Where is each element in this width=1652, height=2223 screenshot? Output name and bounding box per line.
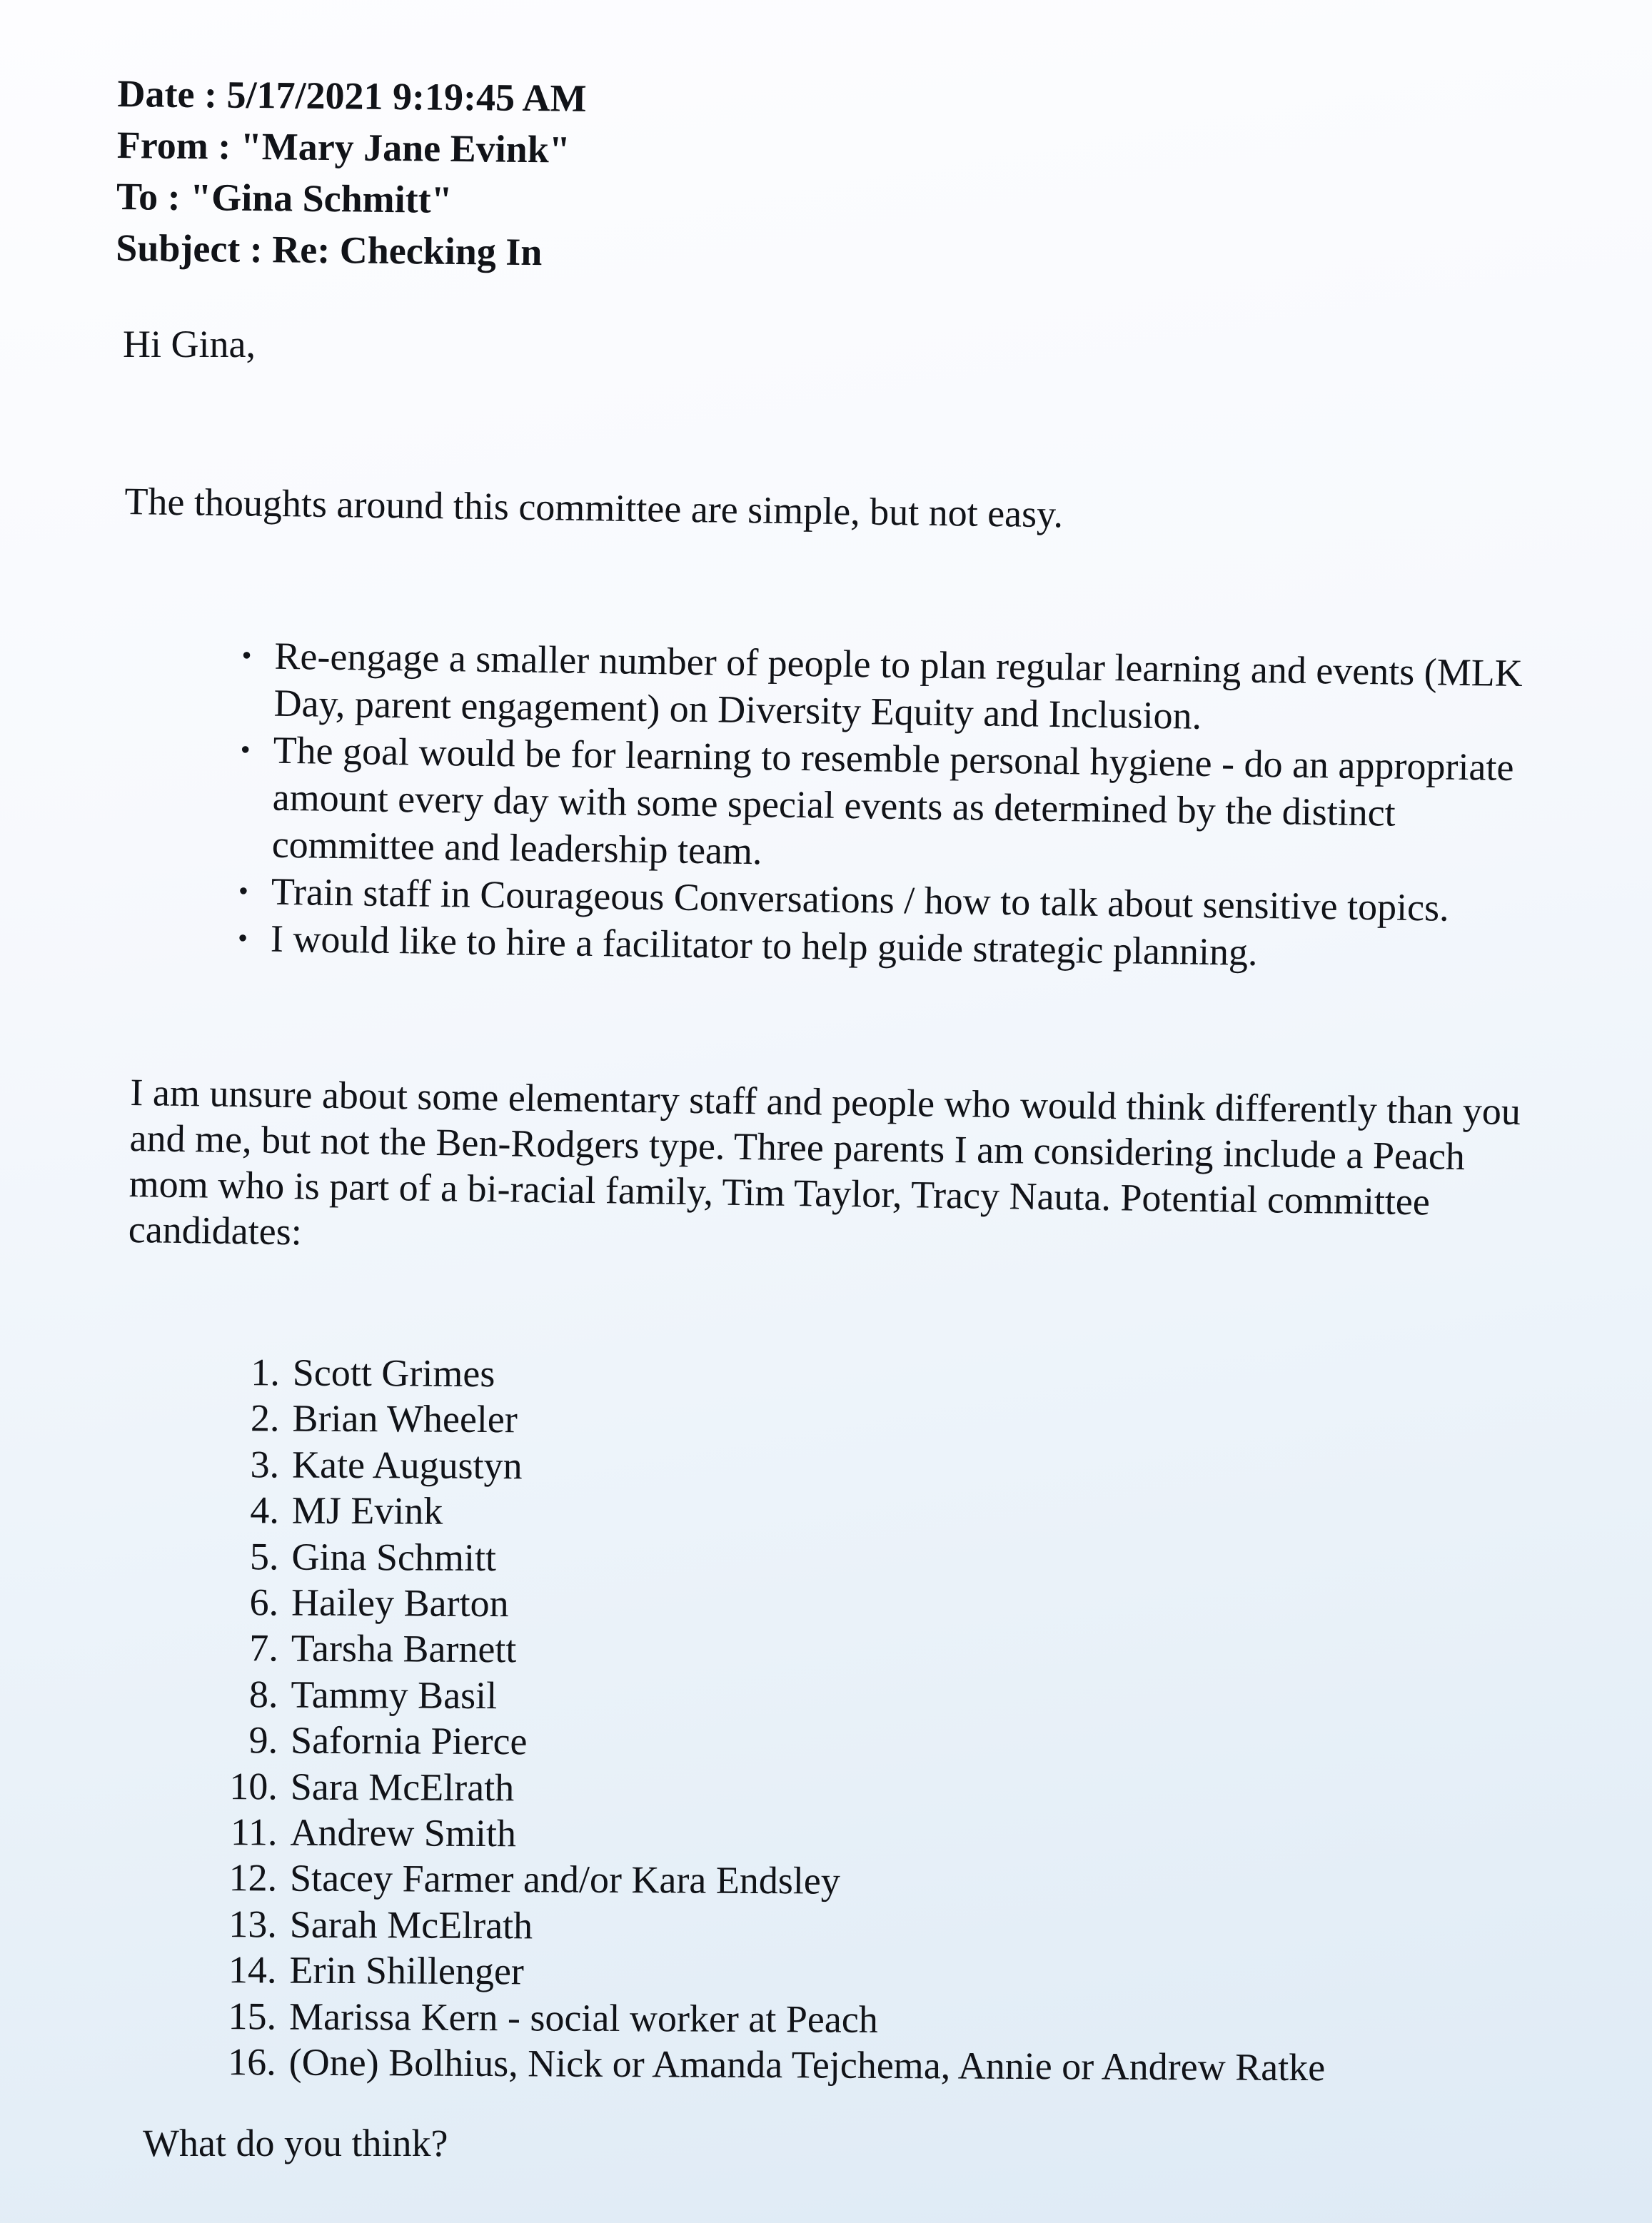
to-label: To : (116, 174, 181, 218)
candidate-item (213, 1441, 1329, 1493)
from-line (116, 119, 586, 176)
to-line (116, 171, 586, 227)
candidate-name: Stacey Farmer and/or Kara Endsley (289, 1857, 840, 1903)
candidate-item (211, 1855, 1326, 1907)
candidate-name: Kate Augustyn (291, 1443, 523, 1488)
item-number: 7. (249, 1626, 278, 1670)
intro-sentence: The thoughts around this committee are simple, but not easy. (124, 479, 1064, 536)
candidate-name: Andrew Smith (290, 1810, 517, 1855)
item-number: 5. (249, 1534, 279, 1578)
item-number: 4. (250, 1488, 279, 1532)
candidate-name: Sarah McElrath (289, 1902, 533, 1947)
candidate-name: Erin Shillenger (289, 1948, 525, 1993)
bullet-item (238, 632, 1567, 745)
candidate-name: (One) Bolhius, Nick or Amanda Tejchema, Annie or Andrew Ratke (288, 2040, 1326, 2090)
item-number: 15. (228, 1994, 277, 2038)
candidate-item (211, 1809, 1326, 1861)
candidate-name: MJ Evink (291, 1488, 443, 1533)
item-number: 11. (230, 1810, 278, 1854)
date-line (117, 68, 587, 124)
closing-question: What do you think? (143, 2122, 448, 2164)
email-header (116, 68, 587, 278)
item-number: 3. (250, 1443, 280, 1486)
candidate-item (213, 1625, 1328, 1677)
candidate-item (211, 1947, 1326, 1999)
to-value: "Gina Schmitt" (189, 176, 453, 221)
subject-value: Re: Checking In (272, 228, 543, 274)
candidate-item (213, 1487, 1329, 1539)
item-number: 10. (229, 1764, 278, 1808)
item-number: 2. (250, 1396, 280, 1440)
bullet-icon: • (241, 639, 252, 672)
candidate-name: Tammy Basil (291, 1673, 498, 1717)
candidate-item (213, 1395, 1329, 1447)
candidate-item (212, 1671, 1327, 1723)
bullet-list (235, 632, 1567, 980)
bullet-icon: • (237, 922, 248, 954)
subject-line (116, 222, 585, 278)
candidate-name: Gina Schmitt (291, 1535, 497, 1579)
candidate-name: Hailey Barton (291, 1581, 509, 1625)
bullet-icon: • (238, 874, 249, 907)
item-number: 13. (228, 1902, 277, 1946)
item-number: 1. (251, 1351, 280, 1394)
candidate-name: Safornia Pierce (290, 1718, 528, 1763)
item-number: 9. (248, 1718, 278, 1762)
date-label: Date : (117, 71, 218, 116)
item-number: 14. (228, 1948, 277, 1992)
candidate-item (213, 1533, 1328, 1586)
bullet-text: Train staff in Courageous Conversations / how to talk about sensitive topics. (271, 869, 1450, 929)
candidate-item (211, 1993, 1326, 2045)
greeting: Hi Gina, (123, 323, 256, 366)
candidate-item (213, 1579, 1328, 1631)
bullet-text: The goal would be for learning to resemble personal hygiene - do an appropriate amount every day with some special events as determined by the distinct committee and leadership team. (271, 728, 1514, 873)
body-paragraph: I am unsure about some elementary staff and people who would think differently than you and me, but not the Ben-Rodgers type. Three parents I am considering include a Peach mom who is part of a bi-racial family, Tim Taylor, Tracy Nauta. Potential committee candidates: (128, 1070, 1521, 1254)
bullet-item (236, 726, 1566, 886)
bullet-text: Re-engage a smaller number of people to plan regular learning and events (MLK Day, parent engagement) on Diversity Equity and Inclusion. (273, 634, 1523, 737)
candidate-name: Sara McElrath (290, 1765, 515, 1809)
from-label: From : (116, 123, 231, 168)
candidate-item (212, 1763, 1327, 1815)
candidate-item (212, 1717, 1327, 1769)
item-number: 16. (228, 2040, 276, 2084)
item-number: 12. (228, 1856, 278, 1900)
candidate-item (211, 1901, 1326, 1953)
from-value: "Mary Jane Evink" (240, 124, 571, 171)
subject-label: Subject : (116, 226, 263, 271)
item-number: 6. (249, 1581, 279, 1624)
bullet-icon: • (240, 733, 251, 766)
candidate-name: Tarsha Barnett (291, 1627, 517, 1671)
bullet-text: I would like to hire a facilitator to help guide strategic planning. (270, 917, 1258, 974)
candidate-name: Scott Grimes (292, 1351, 495, 1396)
candidate-item (214, 1349, 1329, 1401)
item-number: 8. (248, 1673, 278, 1716)
date-value: 5/17/2021 9:19:45 AM (226, 73, 587, 120)
candidate-name: Brian Wheeler (292, 1396, 518, 1441)
candidate-item (211, 2039, 1326, 2091)
candidate-list (211, 1349, 1329, 2091)
candidate-name: Marissa Kern - social worker at Peach (288, 1995, 878, 2041)
